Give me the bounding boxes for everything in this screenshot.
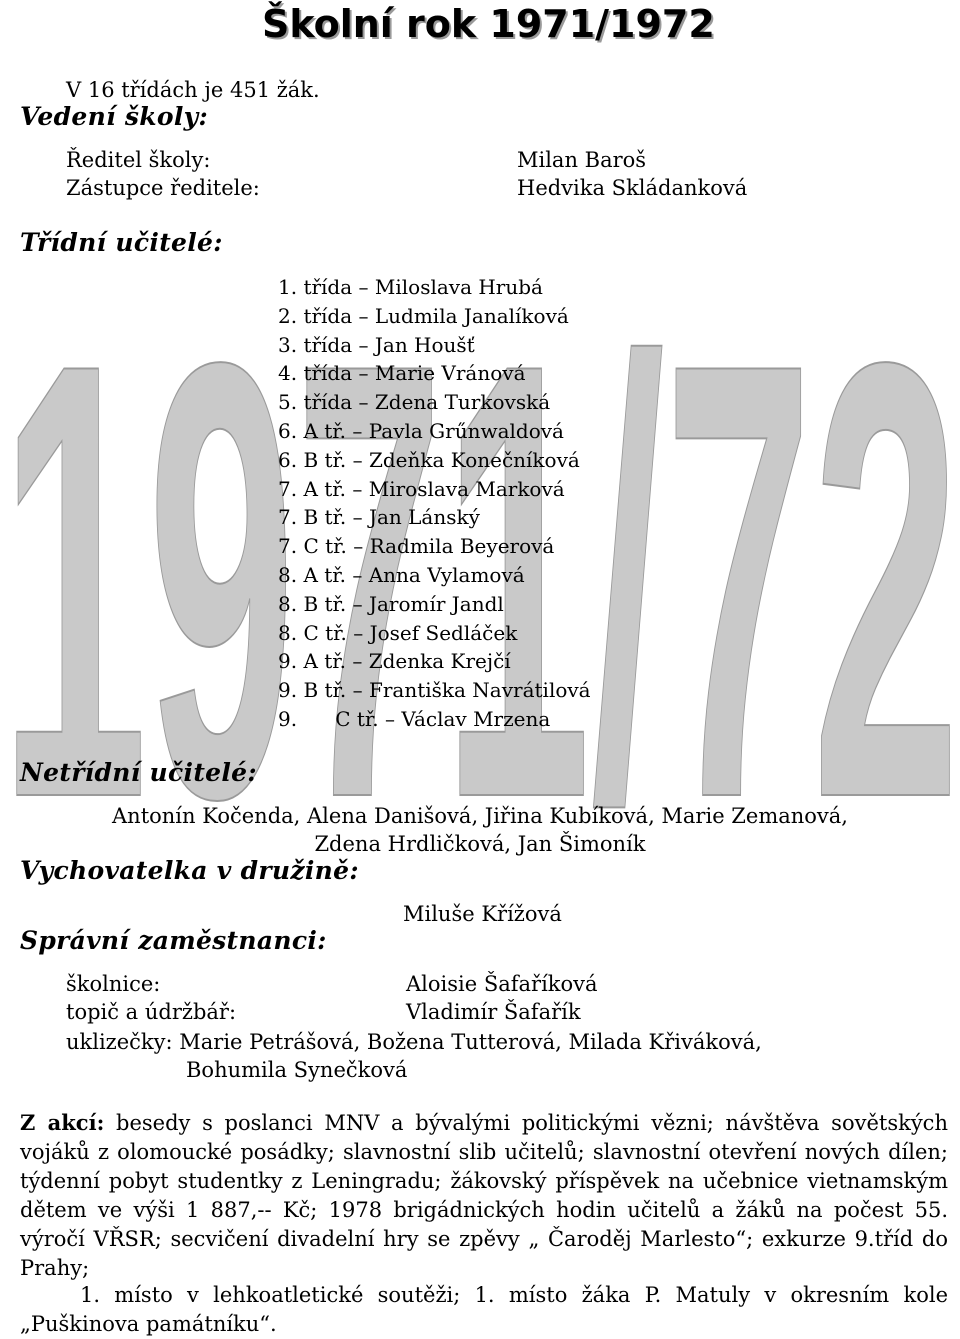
cleaners-line2: Bohumila Synečková: [186, 1058, 408, 1082]
cleaners-line1: uklizečky: Marie Petrášová, Božena Tutterová, Milada Křiváková,: [66, 1030, 762, 1054]
staff-role-stoker: topič a údržbář:: [66, 1000, 237, 1024]
non-class-teachers-heading: Netřídní učitelé:: [20, 758, 257, 787]
staff-name-caretaker: Aloisie Šafaříková: [406, 972, 598, 996]
list-item: 7. C tř. – Radmila Beyerová: [278, 534, 555, 559]
achievements-paragraph: 1. místo v lehkoatletické soutěži; 1. místo žáka P. Matuly v okresním kole „Puškinova památníku“.: [20, 1283, 948, 1336]
events-label: Z akcí:: [20, 1110, 105, 1135]
class-teachers-list: [278, 273, 591, 734]
class-teachers-heading: Třídní učitelé:: [20, 228, 223, 257]
leadership-role-director: Ředitel školy:: [66, 148, 211, 172]
list-item: 9. A tř. – Zdenka Krejčí: [278, 649, 511, 674]
events-text: besedy s poslanci MNV a bývalými politickými vězni; návštěva sovětských vojáků z olomoucké posádky; slavnostní slib učitelů; slavnostní otevření nových dílen; týdenní pobyt studentky z Leningradu; žákovský příspěvek na učebnice vietnamským dětem ve výši 1 887,-- Kč; 1978 brigádnických hodin učitelů a žáků na počest 55. výročí VŘSR; secvičení divadelní hry se zpěvy „ Čaroděj Marlesto“; exkurze 9.tříd do Prahy;: [20, 1111, 948, 1280]
events-paragraph: [20, 1108, 948, 1283]
educator-name: Miluše Křížová: [403, 902, 562, 926]
leadership-name-deputy: Hedvika Skládanková: [517, 176, 748, 200]
leadership-name-director: Milan Baroš: [517, 148, 647, 172]
list-item: 9. B tř. – Františka Navrátilová: [278, 678, 591, 703]
watermark-text: 1971/72: [0, 240, 960, 840]
list-item: 9. C tř. – Václav Mrzena: [278, 706, 551, 731]
page-title: Školní rok 1971/1972: [262, 2, 715, 46]
leadership-heading: Vedení školy:: [20, 102, 208, 131]
list-item: 8. B tř. – Jaromír Jandl: [278, 591, 504, 616]
list-item: 8. A tř. – Anna Vylamová: [278, 562, 525, 587]
list-item: 8. C tř. – Josef Sedláček: [278, 620, 518, 645]
list-item: 7. A tř. – Miroslava Marková: [278, 476, 565, 501]
staff-role-caretaker: školnice:: [66, 972, 161, 996]
list-item: 3. třída – Jan Houšť: [278, 332, 475, 357]
list-item: 2. třída – Ludmila Janalíková: [278, 303, 569, 328]
list-item: 5. třída – Zdena Turkovská: [278, 390, 551, 415]
list-item: 6. B tř. – Zdeňka Konečníková: [278, 447, 580, 472]
pupil-count: V 16 třídách je 451 žák.: [66, 78, 320, 102]
educator-heading: Vychovatelka v družině:: [20, 856, 359, 885]
staff-name-stoker: Vladimír Šafařík: [406, 1000, 581, 1024]
list-item: 7. B tř. – Jan Lánský: [278, 505, 480, 530]
non-class-teachers-line2: Zdena Hrdličková, Jan Šimoník: [314, 832, 646, 856]
leadership-role-deputy: Zástupce ředitele:: [66, 176, 260, 200]
list-item: 4. třída – Marie Vránová: [278, 361, 526, 386]
list-item: 1. třída – Miloslava Hrubá: [278, 275, 543, 299]
staff-heading: Správní zaměstnanci:: [20, 926, 327, 955]
list-item: 6. A tř. – Pavla Grűnwaldová: [278, 418, 564, 443]
non-class-teachers-line1: Antonín Kočenda, Alena Danišová, Jiřina Kubíková, Marie Zemanová,: [112, 804, 848, 828]
